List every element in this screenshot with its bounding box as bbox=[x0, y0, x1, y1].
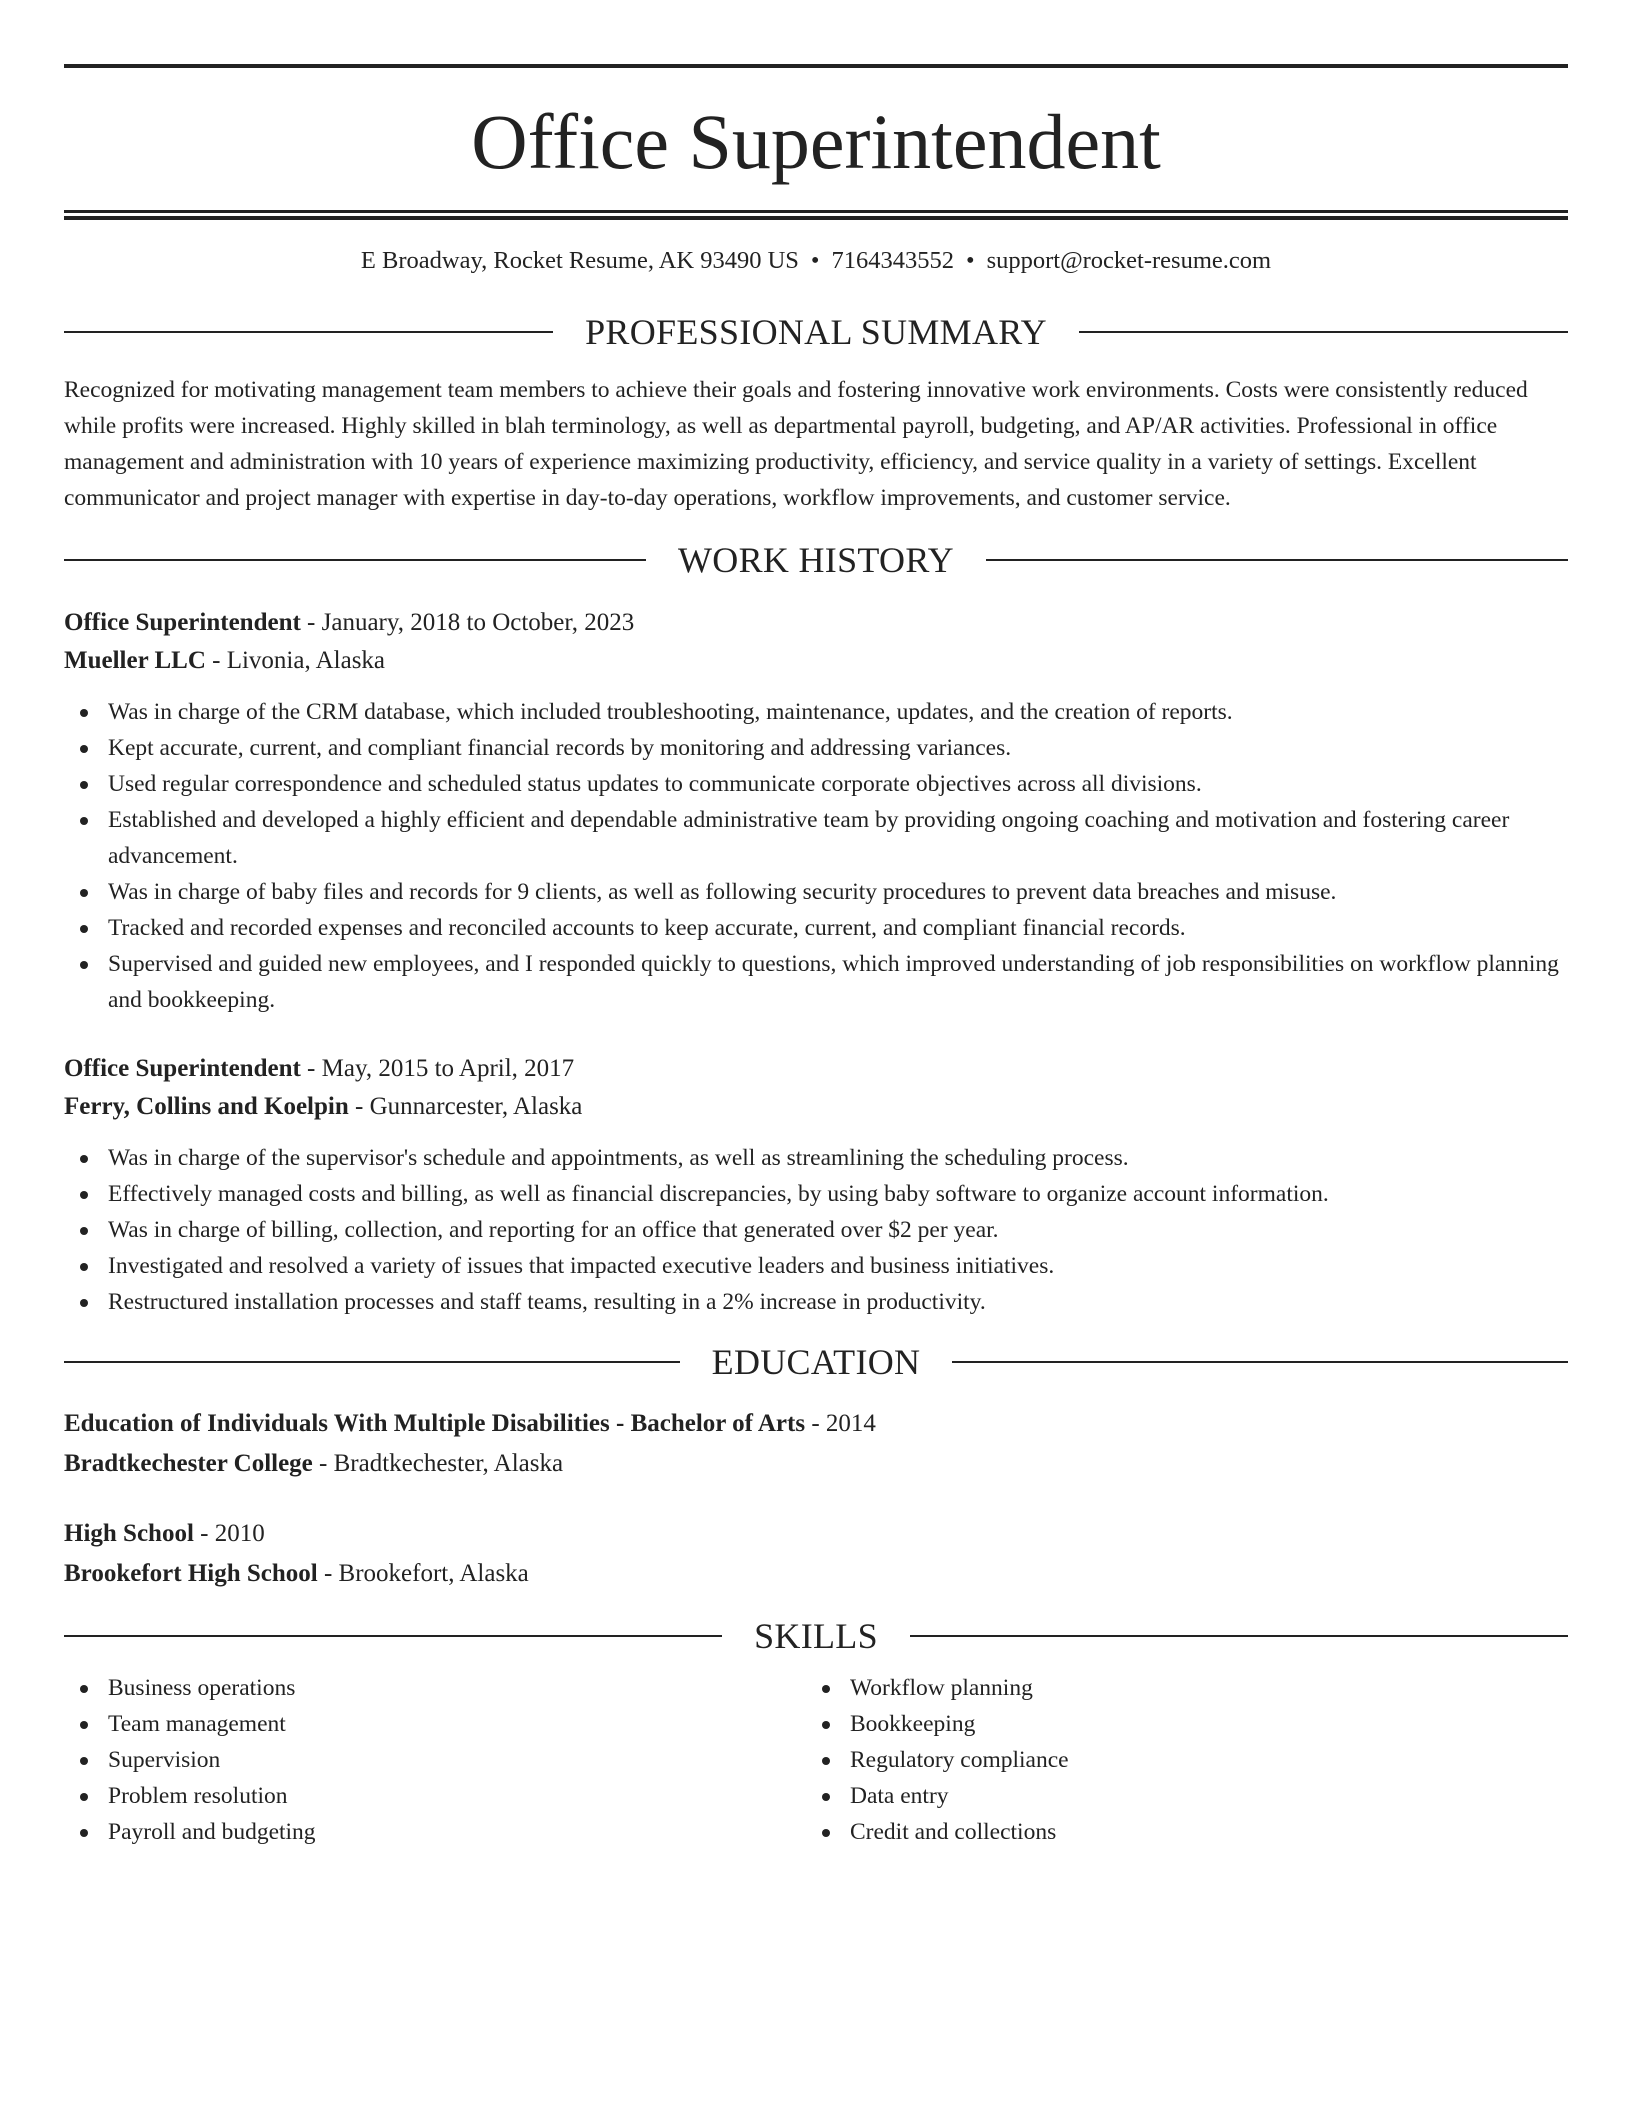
job-bullet: Established and developed a highly efficient and dependable administrative team by providing ongoing coaching and motivation and fostering career advancement. bbox=[64, 802, 1568, 874]
education-degree-line bbox=[64, 1404, 1568, 1444]
skill-item: Workflow planning bbox=[806, 1670, 1548, 1706]
education-degree: High School bbox=[64, 1520, 194, 1547]
education-heading bbox=[64, 1342, 1568, 1382]
job-company: Mueller LLC bbox=[64, 647, 206, 674]
education-school: Brookefort High School bbox=[64, 1560, 318, 1587]
skill-item: Supervision bbox=[64, 1742, 806, 1778]
job-company-line bbox=[64, 1088, 1568, 1126]
education-school: Bradtkechester College bbox=[64, 1450, 313, 1477]
summary-text: Recognized for motivating management team members to achieve their goals and fostering innovative work environments. Costs were consistently reduced while profits were increased. Highly skilled in blah terminology, as well as departmental payroll, budgeting, and AP/AR activities. Professional in office management and administration with 10 years of experience maximizing productivity, efficiency, and service quality in a variety of settings. Excellent communicator and project manager with expertise in day-to-day operations, workflow improvements, and customer service. bbox=[64, 377, 1528, 511]
education-entry bbox=[64, 1404, 1568, 1484]
education-title: EDUCATION bbox=[711, 1342, 921, 1382]
job-title-line bbox=[64, 1050, 1568, 1088]
heading-rule-right bbox=[986, 559, 1568, 561]
skills-title: SKILLS bbox=[754, 1616, 878, 1656]
heading-rule-right bbox=[1079, 331, 1568, 333]
job-location: - Livonia, Alaska bbox=[205, 647, 386, 674]
job-location: - Gunnarcester, Alaska bbox=[348, 1093, 583, 1120]
job-bullet: Used regular correspondence and scheduled status updates to communicate corporate objectives across all divisions. bbox=[64, 766, 1568, 802]
job-bullet: Was in charge of the CRM database, which included troubleshooting, maintenance, updates, and the creation of reports. bbox=[64, 694, 1568, 730]
education-entry bbox=[64, 1514, 1568, 1594]
job-bullet: Tracked and recorded expenses and reconciled accounts to keep accurate, current, and compliant financial records. bbox=[64, 910, 1568, 946]
heading-rule-left bbox=[64, 331, 553, 333]
summary-title: PROFESSIONAL SUMMARY bbox=[585, 312, 1047, 352]
skills-grid bbox=[64, 1670, 1568, 1850]
job-bullet: Was in charge of the supervisor's schedule and appointments, as well as streamlining the scheduling process. bbox=[64, 1140, 1568, 1176]
job-bullet: Investigated and resolved a variety of issues that impacted executive leaders and business initiatives. bbox=[64, 1248, 1568, 1284]
header-double-rule bbox=[64, 210, 1568, 220]
education-degree-line bbox=[64, 1514, 1568, 1554]
job-bullet: Restructured installation processes and staff teams, resulting in a 2% increase in productivity. bbox=[64, 1284, 1568, 1320]
contact-separator: • bbox=[810, 247, 820, 274]
education-degree: Education of Individuals With Multiple Disabilities - Bachelor of Arts bbox=[64, 1410, 806, 1437]
heading-rule-left bbox=[64, 1635, 722, 1637]
job-bullet: Supervised and guided new employees, and I responded quickly to questions, which improved understanding of job responsibilities on workflow planning and bookkeeping. bbox=[64, 946, 1568, 1018]
skills-column-right bbox=[806, 1670, 1548, 1850]
heading-rule-left bbox=[64, 1361, 680, 1363]
education-year: - 2014 bbox=[805, 1410, 876, 1437]
job-bullet: Effectively managed costs and billing, as well as financial discrepancies, by using baby software to organize account information. bbox=[64, 1176, 1568, 1212]
skill-item: Bookkeeping bbox=[806, 1706, 1548, 1742]
job-title-line bbox=[64, 604, 1568, 642]
skill-item: Payroll and budgeting bbox=[64, 1814, 806, 1850]
education-school-line bbox=[64, 1554, 1568, 1594]
skills-heading bbox=[64, 1616, 1568, 1656]
skill-item: Credit and collections bbox=[806, 1814, 1548, 1850]
job-company: Ferry, Collins and Koelpin bbox=[64, 1093, 349, 1120]
job-bullets bbox=[64, 694, 1568, 1018]
skill-item: Team management bbox=[64, 1706, 806, 1742]
resume-name: Office Superintendent bbox=[471, 98, 1161, 185]
work-title: WORK HISTORY bbox=[678, 540, 954, 580]
job-entry bbox=[64, 1050, 1568, 1320]
contact-address: E Broadway, Rocket Resume, AK 93490 US bbox=[360, 247, 799, 274]
summary-heading bbox=[64, 312, 1568, 352]
contact-separator: • bbox=[966, 247, 975, 274]
job-dates: - January, 2018 to October, 2023 bbox=[300, 609, 635, 636]
job-position: Office Superintendent bbox=[64, 1055, 301, 1082]
job-bullets bbox=[64, 1140, 1568, 1320]
skill-item: Business operations bbox=[64, 1670, 806, 1706]
education-year: - 2010 bbox=[193, 1520, 265, 1547]
job-company-line bbox=[64, 642, 1568, 680]
education-location: - Bradtkechester, Alaska bbox=[312, 1450, 564, 1477]
work-heading bbox=[64, 540, 1568, 580]
job-bullet: Kept accurate, current, and compliant financial records by monitoring and addressing variances. bbox=[64, 730, 1568, 766]
job-bullet: Was in charge of baby files and records for 9 clients, as well as following security procedures to prevent data breaches and misuse. bbox=[64, 874, 1568, 910]
heading-rule-right bbox=[952, 1361, 1568, 1363]
job-dates: - May, 2015 to April, 2017 bbox=[300, 1055, 575, 1082]
skill-item: Regulatory compliance bbox=[806, 1742, 1548, 1778]
heading-rule-right bbox=[910, 1635, 1568, 1637]
skill-item: Data entry bbox=[806, 1778, 1548, 1814]
contact-line bbox=[64, 246, 1568, 276]
job-bullet: Was in charge of billing, collection, and reporting for an office that generated over $2 per year. bbox=[64, 1212, 1568, 1248]
contact-email: support@rocket-resume.com bbox=[986, 247, 1272, 274]
education-location: - Brookefort, Alaska bbox=[317, 1560, 529, 1587]
skill-item: Problem resolution bbox=[64, 1778, 806, 1814]
heading-rule-left bbox=[64, 559, 646, 561]
skills-column-left bbox=[64, 1670, 806, 1850]
job-position: Office Superintendent bbox=[64, 609, 301, 636]
contact-phone: 7164343552 bbox=[831, 247, 954, 274]
education-school-line bbox=[64, 1444, 1568, 1484]
job-entry bbox=[64, 604, 1568, 1018]
